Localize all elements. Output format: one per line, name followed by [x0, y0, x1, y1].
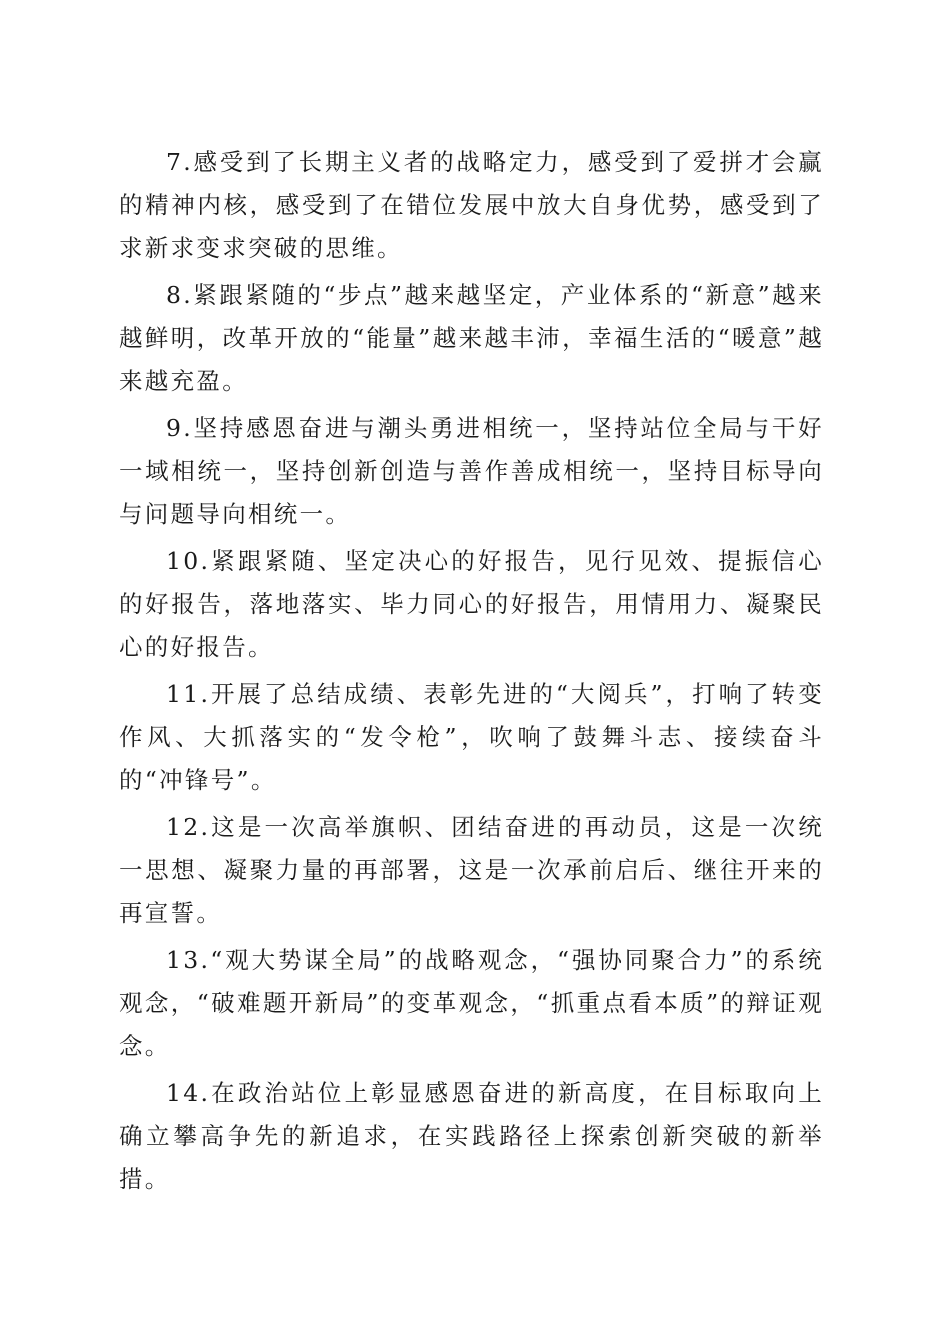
paragraph-13: 13.“观大势谋全局”的战略观念，“强协同聚合力”的系统观念，“破难题开新局”的变革观念，“抓重点看本质”的辩证观念。: [119, 946, 824, 1060]
document-body: [119, 141, 824, 1205]
paragraph-8: 8.紧跟紧随的“步点”越来越坚定，产业体系的“新意”越来越鲜明，改革开放的“能量”越来越丰沛，幸福生活的“暖意”越来越充盈。: [119, 281, 824, 395]
paragraph-9: 9.坚持感恩奋进与潮头勇进相统一，坚持站位全局与干好一域相统一，坚持创新创造与善作善成相统一，坚持目标导向与问题导向相统一。: [119, 414, 824, 528]
paragraph-7: 7.感受到了长期主义者的战略定力，感受到了爱拼才会赢的精神内核，感受到了在错位发展中放大自身优势，感受到了求新求变求突破的思维。: [119, 148, 824, 262]
paragraph-10: 10.紧跟紧随、坚定决心的好报告，见行见效、提振信心的好报告，落地落实、毕力同心的好报告，用情用力、凝聚民心的好报告。: [119, 547, 824, 661]
paragraph-11: 11.开展了总结成绩、表彰先进的“大阅兵”，打响了转变作风、大抓落实的“发令枪”，吹响了鼓舞斗志、接续奋斗的“冲锋号”。: [119, 680, 824, 794]
paragraph-12: 12.这是一次高举旗帜、团结奋进的再动员，这是一次统一思想、凝聚力量的再部署，这是一次承前启后、继往开来的再宣誓。: [119, 813, 824, 927]
paragraph-14: 14.在政治站位上彰显感恩奋进的新高度，在目标取向上确立攀高争先的新追求，在实践路径上探索创新突破的新举措。: [119, 1079, 824, 1193]
